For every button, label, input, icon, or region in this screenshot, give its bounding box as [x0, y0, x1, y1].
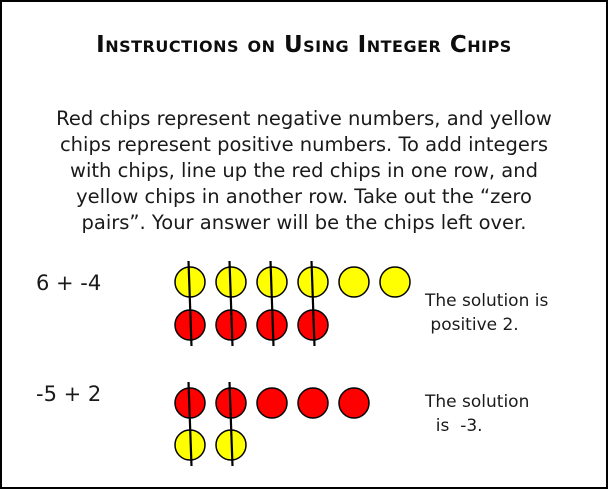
instructions-line: with chips, line up the red chips in one row, and [70, 159, 538, 182]
instructions-line: pairs”. Your answer will be the chips left over. [81, 211, 527, 234]
page-title: Instructions on Using Integer Chips [96, 32, 512, 58]
instructions-line: yellow chips in another row. Take out the “zero [76, 185, 532, 208]
red-chip [257, 388, 287, 418]
red-chip [298, 388, 328, 418]
solution-line: The solution is [425, 291, 549, 311]
red-chip [339, 388, 369, 418]
yellow-chip [339, 267, 369, 297]
integer-chips-diagram [2, 2, 606, 487]
solution-line: positive 2. [425, 315, 519, 335]
instructions-line: Red chips represent negative numbers, and yellow [56, 107, 552, 130]
solution-line: The solution [425, 392, 530, 412]
solution-line: is -3. [425, 416, 483, 436]
instructions-line: chips represent positive numbers. To add integers [59, 133, 549, 156]
example-1-expression: 6 + -4 [36, 271, 102, 295]
yellow-chip [380, 267, 410, 297]
example-2-expression: -5 + 2 [36, 382, 102, 406]
